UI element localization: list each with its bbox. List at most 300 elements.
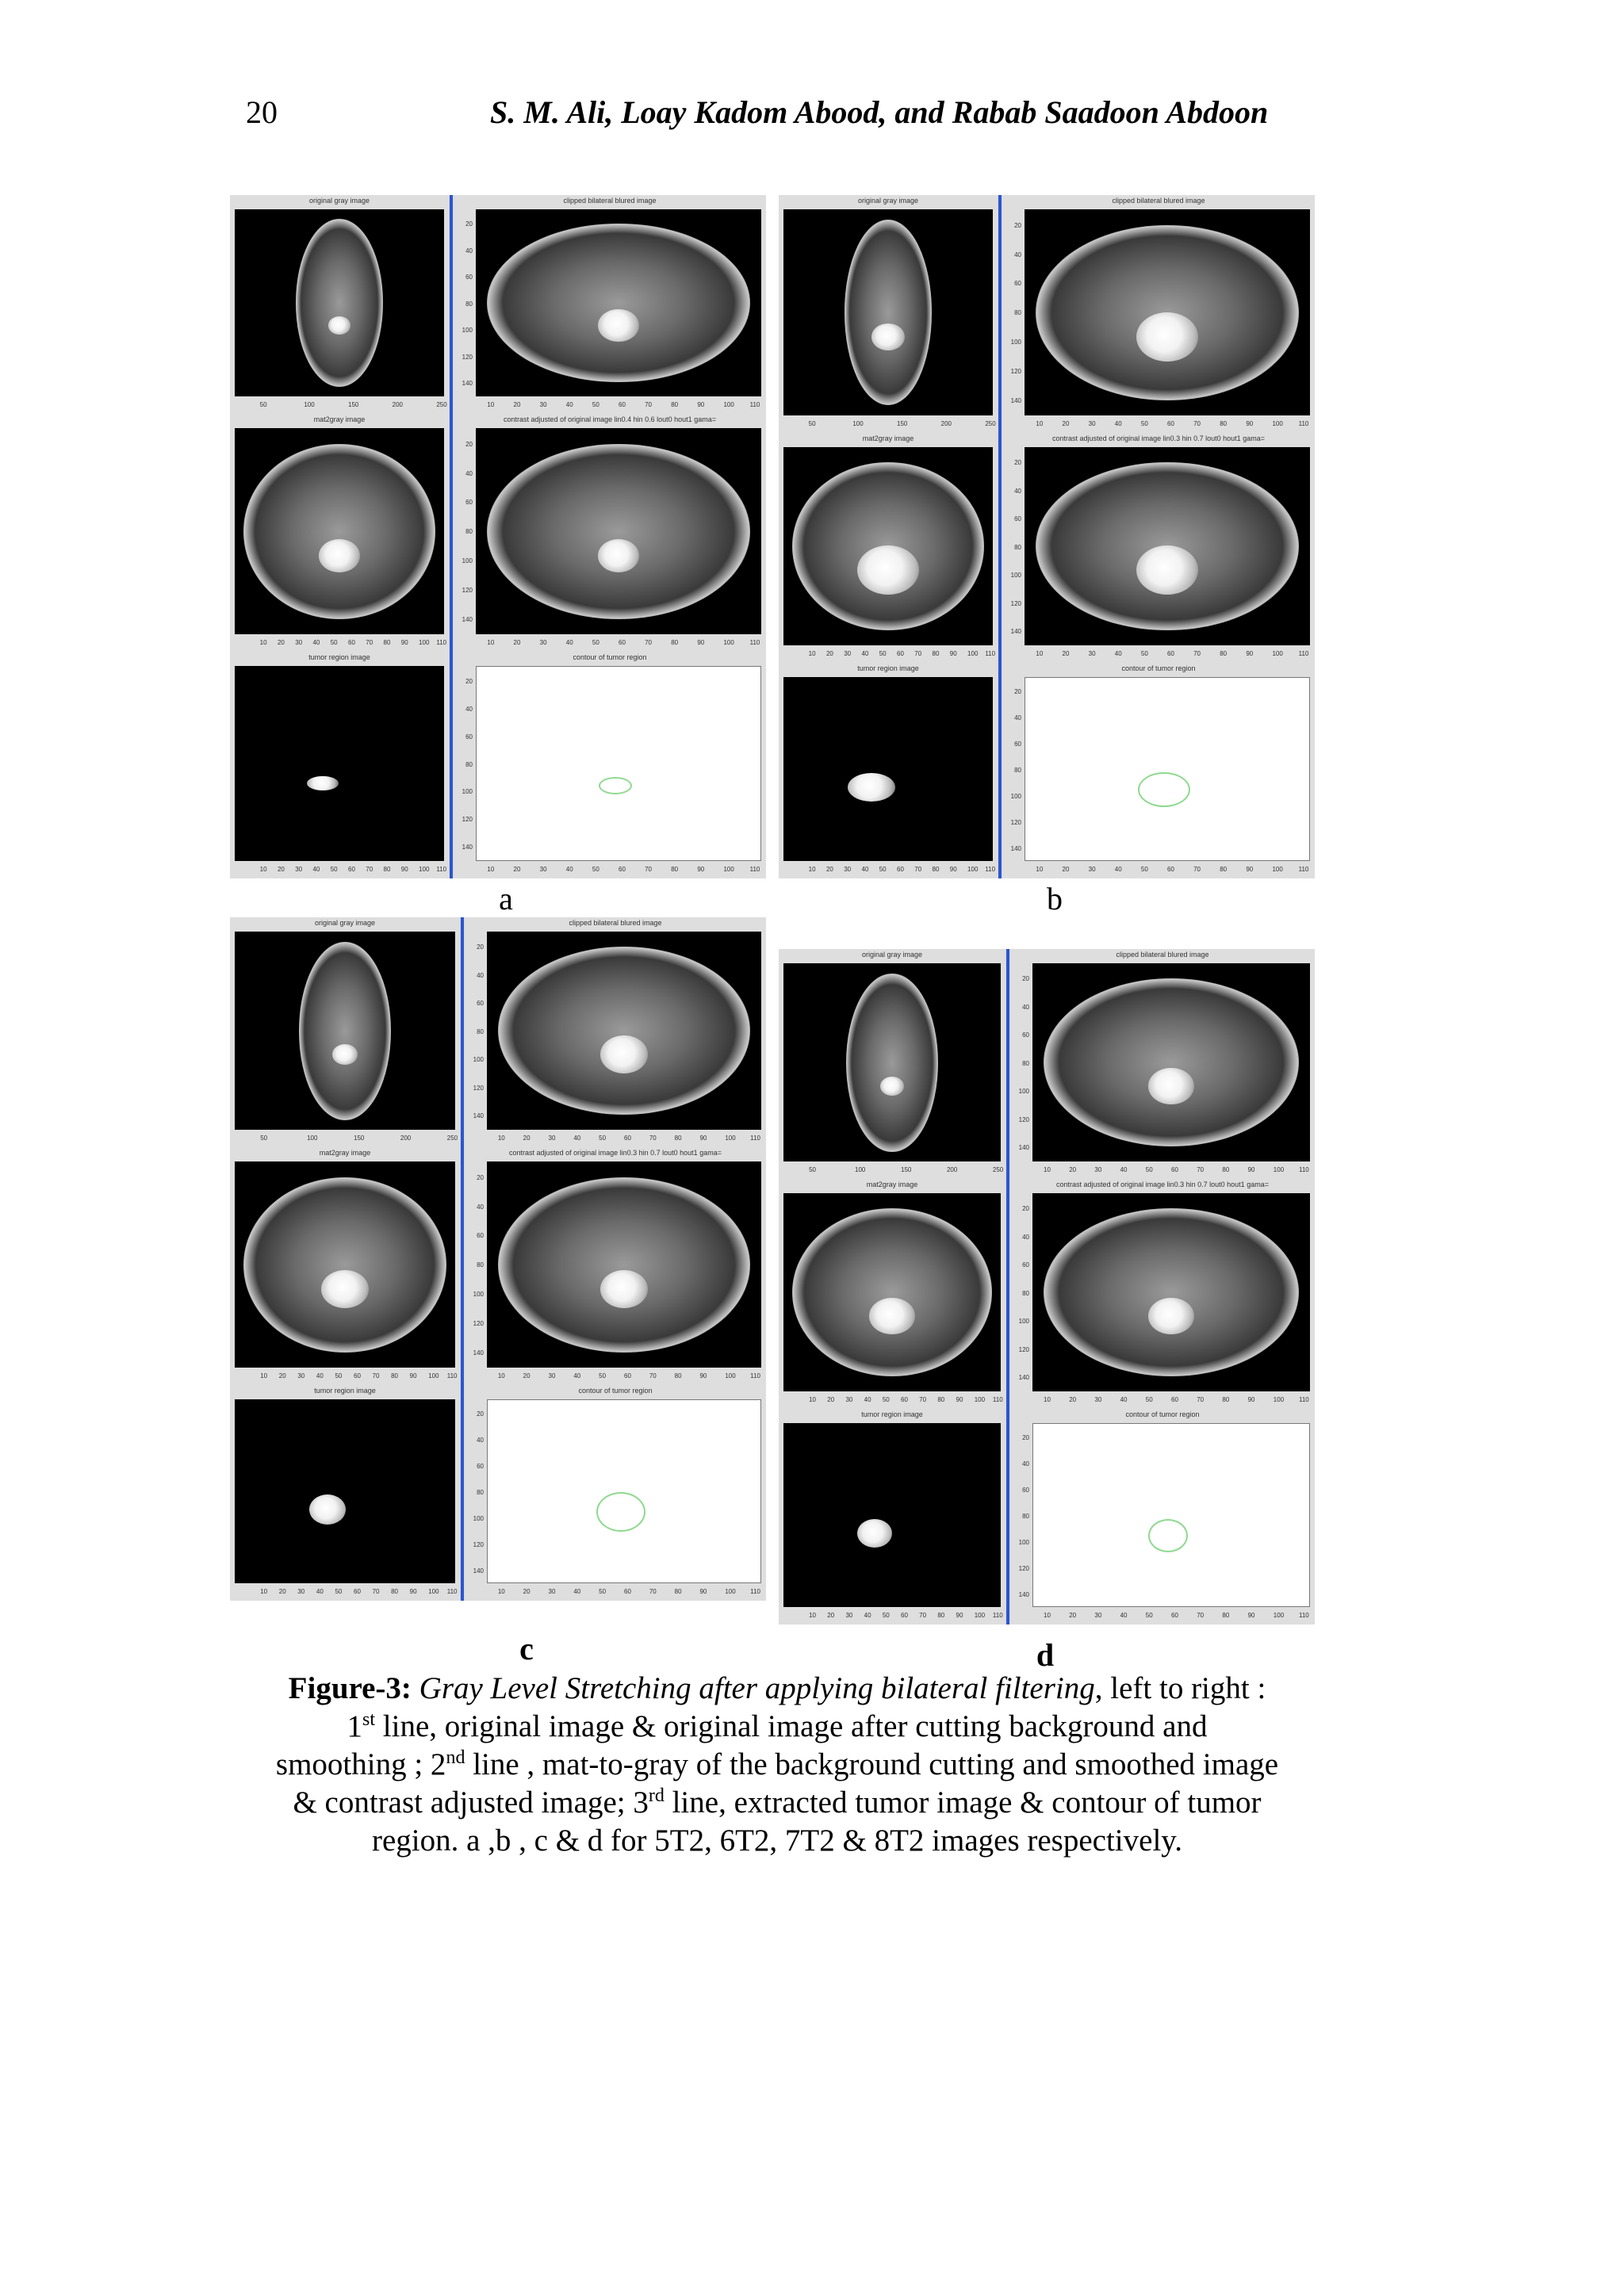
- subplot-title: contrast adjusted of original image lin0.3 hin 0.7 lout0 hout1 gama=: [1056, 1181, 1269, 1188]
- x-tick-label: 40: [573, 1588, 581, 1595]
- x-tick-row: [487, 1135, 761, 1142]
- x-tick-label: 100: [1273, 1396, 1285, 1403]
- image-area: [783, 209, 993, 415]
- x-tick-label: 50: [1145, 1612, 1153, 1619]
- bright-tumor-region: [1148, 1298, 1193, 1334]
- x-tick-label: 30: [548, 1372, 556, 1380]
- x-tick-label: 90: [699, 1135, 707, 1142]
- x-tick-label: 50: [808, 420, 816, 427]
- subplot-title: original gray image: [861, 951, 923, 959]
- y-tick-label: 140: [462, 844, 473, 851]
- x-tick-label: 70: [372, 1372, 380, 1380]
- x-tick-label: 40: [861, 650, 869, 657]
- x-tick-label: 100: [1272, 650, 1283, 657]
- x-tick-label: 50: [1145, 1166, 1153, 1173]
- x-tick-label: 80: [937, 1396, 945, 1403]
- caption-l2-post: line, original image & original image after cutting background and: [375, 1709, 1208, 1743]
- x-tick-label: 90: [699, 1372, 707, 1380]
- bright-tumor-region: [332, 1044, 358, 1065]
- x-tick-label: 50: [260, 1135, 268, 1142]
- x-tick-label: 90: [1246, 866, 1254, 873]
- subplot-title: tumor region image: [861, 1410, 923, 1418]
- y-tick-label: 120: [462, 816, 473, 824]
- x-tick-row: [252, 639, 447, 647]
- x-tick-label: 60: [354, 1372, 361, 1380]
- x-tick-label: 80: [391, 1588, 398, 1595]
- y-tick-label: 20: [1022, 975, 1029, 982]
- subplot-divider: [998, 433, 1002, 663]
- x-tick-label: 100: [1273, 1612, 1285, 1619]
- subplot-divider: [450, 414, 453, 652]
- y-tick-label: 60: [465, 499, 473, 507]
- x-tick-label: 10: [1044, 1166, 1051, 1173]
- x-tick-label: 80: [671, 639, 679, 646]
- y-tick-label: 100: [473, 1291, 484, 1299]
- x-tick-label: 80: [932, 866, 940, 873]
- y-tick-label: 100: [1010, 339, 1021, 346]
- x-tick-label: 10: [259, 866, 267, 873]
- x-tick-label: 60: [897, 650, 904, 657]
- bright-tumor-region: [598, 539, 639, 572]
- x-tick-label: 30: [297, 1588, 305, 1595]
- bright-tumor-region: [869, 1298, 914, 1334]
- y-tick-column: [1012, 1193, 1031, 1391]
- x-tick-label: 10: [487, 401, 495, 408]
- bright-tumor-region: [1136, 545, 1198, 595]
- y-tick-label: 80: [1022, 1512, 1029, 1520]
- caption-line-3: [238, 1746, 1316, 1784]
- y-tick-label: 140: [1010, 844, 1021, 852]
- y-tick-label: 20: [1022, 1205, 1029, 1212]
- x-tick-label: 50: [259, 401, 267, 408]
- y-tick-label: 60: [1014, 740, 1021, 748]
- subplot: [230, 652, 449, 878]
- x-tick-row: [1025, 420, 1310, 428]
- panel-label-c: c: [519, 1631, 534, 1667]
- x-tick-label: 30: [539, 866, 547, 873]
- y-tick-label: 20: [1014, 221, 1021, 229]
- x-tick-label: 20: [825, 650, 833, 657]
- y-tick-label: 20: [465, 677, 473, 685]
- x-tick-label: 10: [497, 1372, 505, 1380]
- x-tick-label: 250: [992, 1166, 1004, 1173]
- x-tick-label: 40: [1120, 1396, 1128, 1403]
- figure-caption: [238, 1670, 1316, 1860]
- x-tick-label: 70: [645, 866, 653, 873]
- x-tick-label: 50: [599, 1135, 607, 1142]
- x-tick-label: 80: [1222, 1396, 1230, 1403]
- y-tick-label: 120: [473, 1084, 484, 1092]
- bright-tumor-region: [1148, 1068, 1193, 1104]
- x-tick-label: 90: [697, 866, 705, 873]
- subplot-title: mat2gray image: [862, 434, 914, 442]
- y-tick-label: 140: [1010, 628, 1021, 635]
- mri-brain-slice: [498, 1177, 750, 1353]
- y-tick-label: 40: [477, 1203, 484, 1211]
- x-tick-label: 80: [1222, 1166, 1230, 1173]
- x-tick-label: 10: [809, 1396, 816, 1403]
- subplot-title: original gray image: [314, 919, 376, 927]
- x-tick-label: 40: [316, 1372, 324, 1380]
- x-tick-label: 90: [699, 1588, 707, 1595]
- subplot: [779, 949, 1005, 1179]
- y-tick-label: 60: [1022, 1031, 1029, 1039]
- x-tick-label: 70: [649, 1135, 657, 1142]
- subplot-title: contour of tumor region: [573, 653, 647, 661]
- x-tick-label: 80: [674, 1372, 682, 1380]
- x-tick-label: 70: [1193, 866, 1201, 873]
- x-tick-label: 150: [897, 420, 908, 427]
- y-tick-label: 80: [1014, 309, 1021, 317]
- x-tick-label: 110: [992, 1612, 1003, 1619]
- x-tick-label: 110: [750, 1588, 760, 1595]
- y-tick-label: 20: [1014, 459, 1021, 466]
- x-tick-label: 100: [723, 866, 734, 873]
- x-tick-label: 60: [624, 1588, 631, 1595]
- x-tick-label: 20: [277, 866, 285, 873]
- x-tick-label: 40: [312, 639, 320, 646]
- y-tick-label: 140: [473, 1567, 484, 1575]
- y-tick-label: 60: [465, 274, 473, 281]
- x-tick-label: 150: [348, 401, 359, 408]
- y-tick-label: 60: [1014, 280, 1021, 288]
- x-tick-label: 20: [827, 1612, 835, 1619]
- x-tick-label: 20: [1069, 1166, 1077, 1173]
- mri-brain-slice: [299, 942, 392, 1120]
- subplot-title: clipped bilateral blured image: [1112, 197, 1205, 205]
- x-tick-label: 110: [436, 639, 447, 646]
- subplot: [779, 663, 998, 878]
- x-tick-label: 100: [855, 1166, 866, 1173]
- y-tick-column: [1004, 209, 1023, 415]
- x-tick-label: 70: [1197, 1396, 1205, 1403]
- x-tick-label: 20: [277, 639, 285, 646]
- y-tick-label: 40: [1022, 1233, 1029, 1241]
- x-tick-label: 30: [1094, 1166, 1102, 1173]
- image-area: [783, 1193, 1001, 1391]
- subplot-title: tumor region image: [314, 1387, 376, 1395]
- x-tick-label: 40: [565, 866, 573, 873]
- subplot-title: mat2gray image: [866, 1181, 918, 1188]
- x-tick-label: 70: [1193, 420, 1201, 427]
- caption-l2-sup: st: [362, 1709, 376, 1730]
- x-tick-label: 60: [1167, 420, 1174, 427]
- x-tick-label: 60: [348, 639, 355, 646]
- x-tick-row: [487, 1588, 761, 1596]
- x-tick-label: 70: [366, 639, 373, 646]
- x-tick-row: [1032, 1612, 1310, 1620]
- x-tick-label: 40: [1114, 866, 1122, 873]
- x-tick-label: 20: [1069, 1612, 1077, 1619]
- x-tick-label: 50: [335, 1372, 343, 1380]
- x-tick-label: 90: [1246, 420, 1254, 427]
- y-tick-column: [466, 1399, 485, 1583]
- x-tick-label: 70: [1197, 1612, 1205, 1619]
- x-tick-label: 110: [749, 866, 760, 873]
- bright-tumor-region: [321, 1270, 369, 1308]
- y-tick-label: 80: [477, 1488, 484, 1496]
- subplot: [454, 195, 766, 414]
- x-tick-label: 90: [697, 639, 705, 646]
- subplot: [779, 433, 998, 663]
- x-tick-label: 100: [307, 1135, 318, 1142]
- x-tick-label: 70: [919, 1612, 927, 1619]
- panel-label-a: a: [499, 881, 513, 916]
- bright-tumor-region: [600, 1270, 648, 1308]
- mri-brain-slice: [1044, 978, 1299, 1147]
- x-tick-label: 20: [523, 1135, 530, 1142]
- x-tick-label: 60: [901, 1396, 908, 1403]
- x-tick-label: 70: [1197, 1166, 1205, 1173]
- mri-brain-slice: [487, 444, 749, 619]
- x-tick-label: 110: [1299, 1396, 1309, 1403]
- x-tick-label: 50: [592, 639, 599, 646]
- y-tick-label: 80: [477, 1261, 484, 1269]
- subplot-title: contrast adjusted of original image lin0.3 hin 0.7 lout0 hout1 gama=: [1052, 434, 1265, 442]
- x-tick-label: 100: [725, 1588, 736, 1595]
- x-tick-label: 70: [919, 1396, 927, 1403]
- x-tick-label: 90: [949, 650, 957, 657]
- x-tick-label: 70: [649, 1588, 657, 1595]
- image-area: [235, 1399, 455, 1583]
- x-tick-label: 80: [1222, 1612, 1230, 1619]
- y-tick-label: 140: [462, 616, 473, 624]
- x-tick-label: 150: [901, 1166, 912, 1173]
- subplot: [230, 414, 449, 652]
- x-tick-label: 30: [297, 1372, 305, 1380]
- image-area: [783, 1423, 1001, 1607]
- x-tick-label: 10: [487, 866, 495, 873]
- x-tick-label: 20: [1069, 1396, 1077, 1403]
- contour-plot-area: [1032, 1423, 1310, 1607]
- caption-line-2: [238, 1708, 1316, 1746]
- y-tick-label: 20: [477, 1410, 484, 1418]
- x-tick-label: 90: [400, 866, 408, 873]
- x-tick-label: 80: [1220, 420, 1228, 427]
- x-tick-label: 50: [599, 1588, 607, 1595]
- y-tick-label: 140: [1010, 397, 1021, 405]
- caption-l4-pre: & contrast adjusted image; 3: [293, 1785, 649, 1820]
- x-tick-label: 80: [932, 650, 940, 657]
- x-tick-label: 200: [946, 1166, 958, 1173]
- x-tick-label: 100: [428, 1588, 439, 1595]
- x-tick-label: 10: [487, 639, 495, 646]
- x-tick-label: 110: [446, 1372, 458, 1380]
- x-tick-label: 10: [808, 650, 816, 657]
- contour-plot-area: [1025, 677, 1310, 861]
- caption-l2-pre: 1: [347, 1709, 363, 1743]
- contour-plot-area: [476, 666, 761, 861]
- subplot: [230, 917, 460, 1147]
- x-tick-label: 40: [565, 401, 573, 408]
- y-tick-column: [455, 209, 474, 396]
- x-tick-label: 50: [599, 1372, 607, 1380]
- bright-tumor-region: [600, 1035, 648, 1073]
- mri-brain-slice: [1044, 1208, 1299, 1377]
- x-tick-label: 80: [391, 1372, 398, 1380]
- caption-figure-title: Gray Level Stretching after applying bilateral filtering: [419, 1671, 1095, 1705]
- x-tick-label: 50: [592, 866, 599, 873]
- y-tick-label: 120: [1010, 599, 1021, 607]
- x-tick-label: 60: [354, 1588, 361, 1595]
- x-tick-label: 40: [312, 866, 320, 873]
- x-tick-label: 70: [914, 866, 922, 873]
- y-tick-label: 60: [477, 1232, 484, 1240]
- x-tick-row: [801, 1396, 1001, 1404]
- x-tick-label: 20: [513, 639, 521, 646]
- x-tick-label: 40: [1114, 650, 1122, 657]
- subplot: [230, 1147, 460, 1385]
- tumor-region-blob: [857, 1519, 892, 1548]
- y-tick-label: 60: [477, 1000, 484, 1007]
- image-area: [783, 963, 1001, 1161]
- x-tick-label: 10: [1036, 420, 1044, 427]
- x-tick-label: 250: [446, 1135, 458, 1142]
- subplot-divider: [450, 652, 453, 878]
- tumor-region-blob: [309, 1494, 346, 1525]
- x-tick-row: [487, 1372, 761, 1380]
- x-tick-row: [252, 1135, 458, 1142]
- tumor-region-blob: [307, 776, 339, 790]
- subplot-title: contour of tumor region: [1121, 664, 1196, 672]
- figure-panel-b: [779, 195, 1315, 878]
- x-tick-label: 150: [354, 1135, 365, 1142]
- image-area: [487, 932, 761, 1130]
- x-tick-row: [476, 401, 761, 409]
- x-tick-label: 100: [725, 1135, 736, 1142]
- x-tick-label: 100: [428, 1372, 439, 1380]
- x-tick-label: 70: [645, 639, 653, 646]
- y-tick-label: 40: [1022, 1460, 1029, 1468]
- x-tick-label: 40: [573, 1372, 581, 1380]
- x-tick-label: 50: [1140, 420, 1148, 427]
- y-tick-column: [455, 666, 474, 861]
- x-tick-label: 10: [1036, 650, 1044, 657]
- x-tick-label: 80: [1220, 650, 1228, 657]
- x-tick-label: 30: [845, 1396, 853, 1403]
- x-tick-label: 70: [649, 1372, 657, 1380]
- x-tick-label: 110: [1298, 866, 1309, 873]
- x-tick-label: 110: [749, 639, 760, 646]
- x-tick-label: 100: [1272, 866, 1283, 873]
- y-tick-label: 140: [462, 380, 473, 388]
- x-tick-label: 50: [330, 639, 338, 646]
- x-tick-label: 60: [897, 866, 904, 873]
- y-tick-label: 120: [473, 1540, 484, 1548]
- subplot: [1002, 663, 1315, 878]
- image-area: [487, 1161, 761, 1368]
- subplot: [779, 1179, 1005, 1409]
- x-tick-label: 110: [992, 1396, 1003, 1403]
- y-tick-label: 140: [473, 1112, 484, 1119]
- subplot-title: clipped bilateral blured image: [1116, 951, 1209, 959]
- image-area: [1032, 1193, 1310, 1391]
- x-tick-label: 20: [825, 866, 833, 873]
- y-tick-label: 100: [462, 557, 473, 565]
- y-tick-column: [466, 932, 485, 1130]
- subplot: [454, 414, 766, 652]
- x-tick-label: 10: [497, 1135, 505, 1142]
- subplot-divider: [998, 663, 1002, 878]
- x-tick-label: 20: [523, 1588, 530, 1595]
- x-tick-label: 60: [348, 866, 355, 873]
- x-tick-label: 110: [750, 1372, 760, 1380]
- panel-label-d: d: [1036, 1637, 1055, 1673]
- tumor-contour-outline: [599, 777, 632, 794]
- x-tick-label: 60: [619, 401, 626, 408]
- y-tick-label: 40: [1014, 714, 1021, 721]
- bright-tumor-region: [319, 539, 360, 572]
- x-tick-label: 30: [295, 639, 303, 646]
- x-tick-label: 30: [548, 1135, 556, 1142]
- x-tick-row: [476, 639, 761, 647]
- image-area: [476, 428, 761, 634]
- y-tick-label: 100: [462, 788, 473, 796]
- x-tick-label: 110: [1299, 1166, 1309, 1173]
- contour-plot-area: [487, 1399, 761, 1583]
- x-tick-label: 110: [436, 866, 447, 873]
- x-tick-label: 30: [844, 650, 852, 657]
- subplot-title: contrast adjusted of original image lin0.4 hin 0.6 lout0 hout1 gama=: [504, 415, 716, 423]
- caption-line-1: [238, 1670, 1316, 1708]
- x-tick-label: 30: [1088, 650, 1096, 657]
- mri-brain-slice: [845, 220, 933, 405]
- subplot-divider: [461, 1147, 464, 1385]
- x-tick-label: 90: [1247, 1396, 1255, 1403]
- image-area: [235, 1161, 455, 1368]
- figure-panel-c: [230, 917, 766, 1601]
- image-area: [235, 209, 444, 396]
- subplot-title: contour of tumor region: [1125, 1410, 1200, 1418]
- subplot-title: contrast adjusted of original image lin0.3 hin 0.7 lout0 hout1 gama=: [509, 1149, 722, 1157]
- y-tick-label: 60: [1014, 515, 1021, 522]
- y-tick-column: [455, 428, 474, 634]
- x-tick-label: 60: [1167, 866, 1174, 873]
- y-tick-label: 120: [462, 587, 473, 595]
- y-tick-label: 100: [462, 327, 473, 335]
- x-tick-label: 110: [1298, 650, 1309, 657]
- y-tick-label: 20: [1022, 1433, 1029, 1441]
- x-tick-label: 100: [725, 1372, 736, 1380]
- x-tick-label: 30: [1088, 866, 1096, 873]
- x-tick-label: 40: [316, 1588, 324, 1595]
- caption-l3-sup: nd: [446, 1747, 465, 1768]
- x-tick-label: 20: [278, 1588, 286, 1595]
- subplot-divider: [461, 917, 464, 1147]
- y-tick-label: 120: [1018, 1345, 1029, 1353]
- y-tick-label: 80: [477, 1027, 484, 1035]
- image-area: [235, 666, 444, 861]
- x-tick-label: 50: [809, 1166, 816, 1173]
- x-tick-label: 50: [882, 1396, 890, 1403]
- x-tick-label: 20: [513, 401, 521, 408]
- y-tick-label: 100: [1018, 1318, 1029, 1325]
- x-tick-label: 80: [1220, 866, 1228, 873]
- subplot-title: contour of tumor region: [578, 1387, 653, 1395]
- y-tick-label: 140: [1018, 1144, 1029, 1151]
- y-tick-label: 120: [473, 1320, 484, 1328]
- y-tick-label: 100: [1018, 1088, 1029, 1095]
- x-tick-label: 100: [974, 1612, 986, 1619]
- x-tick-label: 30: [539, 401, 547, 408]
- x-tick-label: 90: [409, 1588, 417, 1595]
- x-tick-label: 90: [409, 1372, 417, 1380]
- image-area: [1025, 209, 1310, 415]
- x-tick-label: 80: [383, 866, 391, 873]
- y-tick-label: 120: [1018, 1564, 1029, 1572]
- subplot: [465, 917, 766, 1147]
- x-tick-label: 40: [1114, 420, 1122, 427]
